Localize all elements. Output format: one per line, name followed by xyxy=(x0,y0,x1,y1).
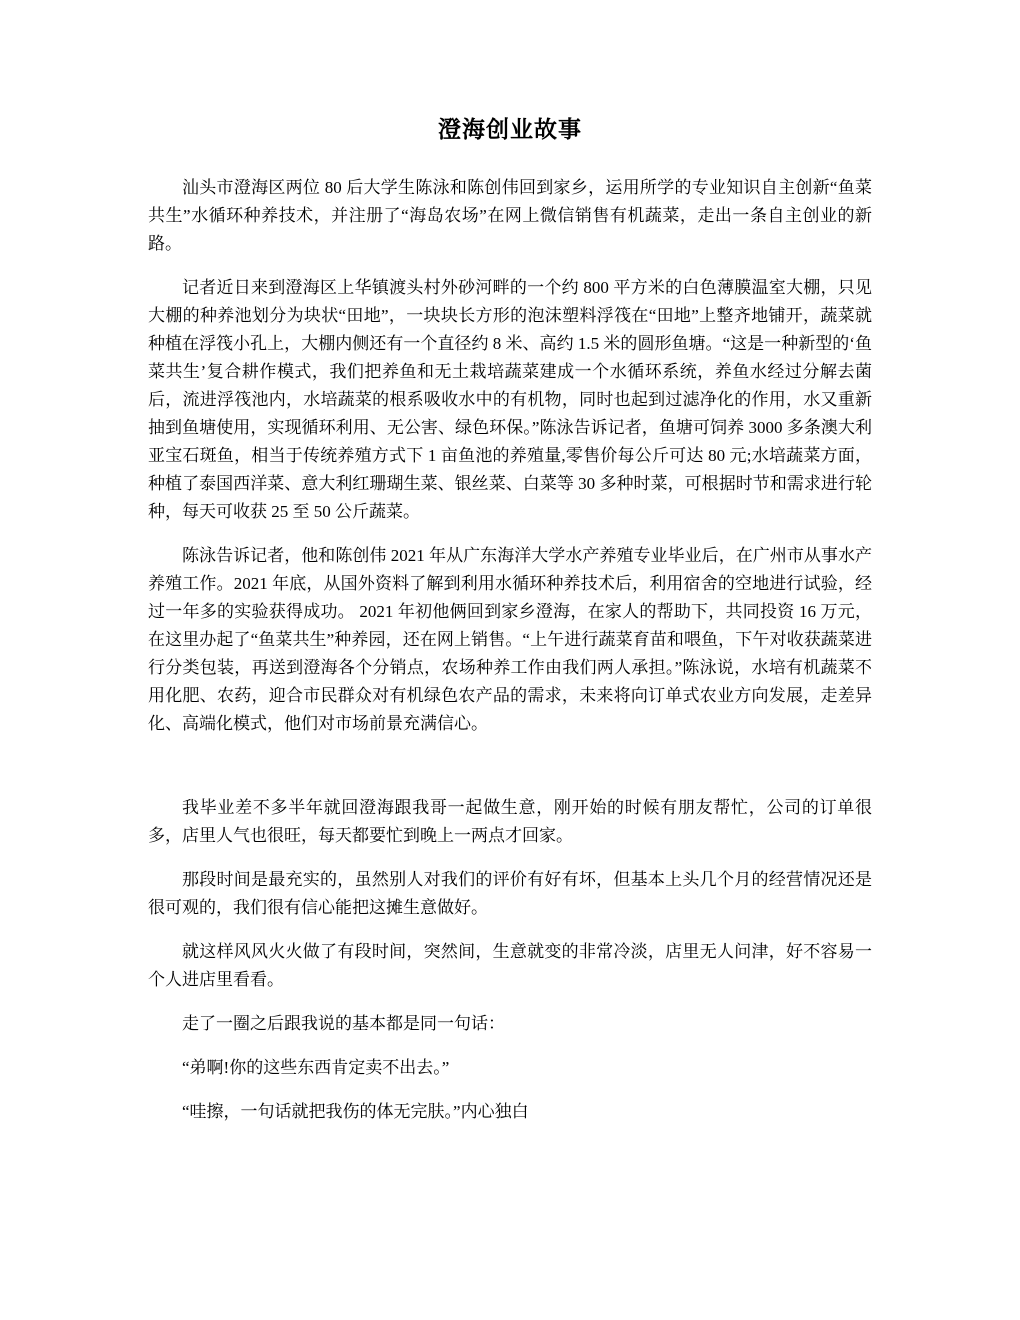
paragraph-intro: 汕头市澄海区两位 80 后大学生陈泳和陈创伟回到家乡，运用所学的专业知识自主创新“鱼菜共生”水循环种养技术，并注册了“海岛农场”在网上微信销售有机蔬菜，走出一条自主创业的新路。 xyxy=(148,178,872,253)
paragraph-background: 陈泳告诉记者，他和陈创伟 2021 年从广东海洋大学水产养殖专业毕业后，在广州市从事水产养殖工作。2021 年底，从国外资料了解到利用水循环种养技术后，利用宿舍的空地进行试验，经过一年多的实验获得成功。 2021 年初他俩回到家乡澄海，在家人的帮助下，共同投资 16 万元，在这里办起了“鱼菜共生”种养园，还在网上销售。“上午进行蔬菜育苗和喂鱼，下午对收获蔬菜进行分类包装，再送到澄海各个分销点，农场种养工作由我们两人承担。”陈泳说，水培有机蔬菜不用化肥、农药，迎合市民群众对有机绿色农产品的需求，未来将向订单式农业方向发展，走差异化、高端化模式，他们对市场前景充满信心。 xyxy=(148,546,872,733)
paragraph-greenhouse: 记者近日来到澄海区上华镇渡头村外砂河畔的一个约 800 平方米的白色薄膜温室大棚，只见大棚的种养池划分为块状“田地”，一块块长方形的泡沫塑料浮筏在“田地”上整齐地铺开，蔬菜就种植在浮筏小孔上，大棚内侧还有一个直径约 8 米、高约 1.5 米的圆形鱼塘。“这是一种新型的‘鱼菜共生’复合耕作模式，我们把养鱼和无土栽培蔬菜建成一个水循环系统，养鱼水经过分解去菌后，流进浮筏池内，水培蔬菜的根系吸收水中的有机物，同时也起到过滤净化的作用，水又重新抽到鱼塘使用，实现循环利用、无公害、绿色环保。”陈泳告诉记者，鱼塘可饲养 3000 多条澳大利亚宝石斑鱼，相当于传统养殖方式下 1 亩鱼池的养殖量,零售价每公斤可达 80 元;水培蔬菜方面，种植了泰国西洋菜、意大利红珊瑚生菜、银丝菜、白菜等 30 多种时菜，可根据时节和需求进行轮种，每天可收获 25 至 50 公斤蔬菜。 xyxy=(148,278,872,521)
paragraph-busy-times: 那段时间是最充实的，虽然别人对我们的评价有好有坏，但基本上头几个月的经营情况还是很可观的，我们很有信心能把这摊生意做好。 xyxy=(148,870,872,917)
section-break xyxy=(148,754,872,794)
paragraph-quote-brother: “弟啊!你的这些东西肯定卖不出去。” xyxy=(182,1058,450,1077)
paragraph-graduate: 我毕业差不多半年就回澄海跟我哥一起做生意，刚开始的时候有朋友帮忙，公司的订单很多，店里人气也很旺，每天都要忙到晚上一两点才回家。 xyxy=(148,798,872,845)
paragraph-same-words: 走了一圈之后跟我说的基本都是同一句话： xyxy=(182,1014,505,1033)
page-title: 澄海创业故事 xyxy=(438,117,582,142)
paragraph-quote-monologue: “哇擦，一句话就把我伤的体无完肤。”内心独白 xyxy=(182,1102,529,1121)
paragraph-slowdown: 就这样风风火火做了有段时间，突然间，生意就变的非常冷淡，店里无人问津，好不容易一个人进店里看看。 xyxy=(148,942,872,989)
